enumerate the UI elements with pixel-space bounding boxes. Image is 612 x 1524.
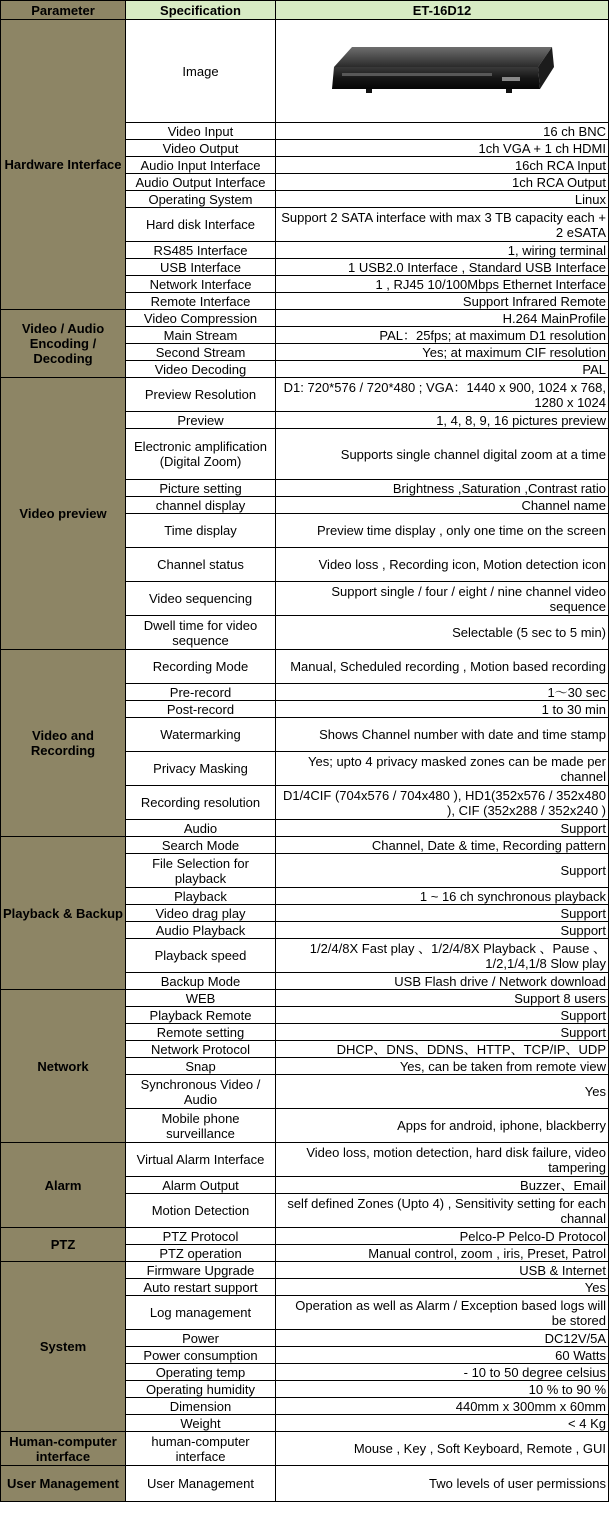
spec-value: < 4 Kg [276, 1415, 609, 1432]
spec-item-label: Remote Interface [126, 293, 276, 310]
spec-value: 1/2/4/8X Fast play 、1/2/4/8X Playback 、Pause 、1/2,1/4,1/8 Slow play [276, 939, 609, 973]
header-model: ET-16D12 [276, 1, 609, 20]
category-user-management: User Management [1, 1466, 126, 1502]
spec-item-label: Audio Input Interface [126, 157, 276, 174]
spec-value: PAL [276, 361, 609, 378]
spec-item-label: WEB [126, 990, 276, 1007]
spec-value: Support [276, 854, 609, 888]
spec-value: Support [276, 820, 609, 837]
spec-row-ptz-protocol [1, 1228, 609, 1245]
spec-item-label: Operating System [126, 191, 276, 208]
spec-item-label: USB Interface [126, 259, 276, 276]
spec-value: PAL：25fps; at maximum D1 resolution [276, 327, 609, 344]
spec-item-label: Video Compression [126, 310, 276, 327]
spec-value: Channel, Date & time, Recording pattern [276, 837, 609, 854]
spec-value: Supports single channel digital zoom at a time [276, 429, 609, 480]
category-video-and-recording: Video and Recording [1, 650, 126, 837]
spec-value: self defined Zones (Upto 4) , Sensitivity setting for each channal [276, 1194, 609, 1228]
spec-value: 10 % to 90 % [276, 1381, 609, 1398]
spec-item-label: channel display [126, 497, 276, 514]
spec-value: Selectable (5 sec to 5 min) [276, 616, 609, 650]
spec-value: USB & Internet [276, 1262, 609, 1279]
header-row [1, 1, 609, 20]
header-parameter: Parameter [1, 1, 126, 20]
spec-value: Support 8 users [276, 990, 609, 1007]
spec-value: Yes, can be taken from remote view [276, 1058, 609, 1075]
spec-row-human-computer-interface [1, 1432, 609, 1466]
category-alarm: Alarm [1, 1143, 126, 1228]
spec-value: USB Flash drive / Network download [276, 973, 609, 990]
spec-value: 1ch VGA + 1 ch HDMI [276, 140, 609, 157]
header-specification: Specification [126, 1, 276, 20]
spec-value: Channel name [276, 497, 609, 514]
spec-item-label: Video Output [126, 140, 276, 157]
spec-item-label: Recording Mode [126, 650, 276, 684]
product-image-cell [276, 20, 609, 123]
spec-item-label: User Management [126, 1466, 276, 1502]
spec-item-label: Synchronous Video / Audio [126, 1075, 276, 1109]
spec-item-label: Picture setting [126, 480, 276, 497]
category-network: Network [1, 990, 126, 1143]
spec-value: 440mm x 300mm x 60mm [276, 1398, 609, 1415]
spec-value: Brightness ,Saturation ,Contrast ratio [276, 480, 609, 497]
spec-value: Support [276, 922, 609, 939]
spec-item-label: Power consumption [126, 1347, 276, 1364]
spec-value: 16 ch BNC [276, 123, 609, 140]
spec-item-label: Channel status [126, 548, 276, 582]
spec-item-label: Watermarking [126, 718, 276, 752]
spec-item-label: Image [126, 20, 276, 123]
spec-item-label: Time display [126, 514, 276, 548]
spec-row-image [1, 20, 609, 123]
spec-item-label: Post-record [126, 701, 276, 718]
spec-item-label: RS485 Interface [126, 242, 276, 259]
spec-value: Support 2 SATA interface with max 3 TB capacity each + 2 eSATA [276, 208, 609, 242]
spec-value: Support [276, 1007, 609, 1024]
spec-item-label: Preview Resolution [126, 378, 276, 412]
spec-value: 1, wiring terminal [276, 242, 609, 259]
spec-item-label: Network Protocol [126, 1041, 276, 1058]
spec-row-preview-resolution [1, 378, 609, 412]
spec-item-label: Electronic amplification (Digital Zoom) [126, 429, 276, 480]
spec-value: 1 ~ 16 ch synchronous playback [276, 888, 609, 905]
spec-value: Video loss, motion detection, hard disk failure, video tampering [276, 1143, 609, 1177]
spec-value: 1 , RJ45 10/100Mbps Ethernet Interface [276, 276, 609, 293]
spec-item-label: Dwell time for video sequence [126, 616, 276, 650]
spec-value: Support Infrared Remote [276, 293, 609, 310]
spec-item-label: Playback Remote [126, 1007, 276, 1024]
spec-value: Video loss , Recording icon, Motion detection icon [276, 548, 609, 582]
category-video-audio-encoding-decoding: Video / Audio Encoding / Decoding [1, 310, 126, 378]
spec-item-label: Mobile phone surveillance [126, 1109, 276, 1143]
spec-item-label: Motion Detection [126, 1194, 276, 1228]
category-system: System [1, 1262, 126, 1432]
spec-item-label: File Selection for playback [126, 854, 276, 888]
spec-item-label: Snap [126, 1058, 276, 1075]
spec-item-label: Second Stream [126, 344, 276, 361]
category-human-computer-interface: Human-computer interface [1, 1432, 126, 1466]
spec-value: Preview time display , only one time on the screen [276, 514, 609, 548]
spec-item-label: Video Input [126, 123, 276, 140]
spec-item-label: Audio Playback [126, 922, 276, 939]
spec-row-user-management [1, 1466, 609, 1502]
spec-value: DHCP、DNS、DDNS、HTTP、TCP/IP、UDP [276, 1041, 609, 1058]
spec-item-label: Operating temp [126, 1364, 276, 1381]
spec-row-video-compression [1, 310, 609, 327]
spec-item-label: Main Stream [126, 327, 276, 344]
spec-value: DC12V/5A [276, 1330, 609, 1347]
spec-item-label: Playback [126, 888, 276, 905]
spec-item-label: Log management [126, 1296, 276, 1330]
spec-item-label: Firmware Upgrade [126, 1262, 276, 1279]
spec-value: Mouse , Key , Soft Keyboard, Remote , GUI [276, 1432, 609, 1466]
spec-value: Buzzer、Email [276, 1177, 609, 1194]
spec-item-label: Network Interface [126, 276, 276, 293]
spec-item-label: Remote setting [126, 1024, 276, 1041]
spec-value: D1/4CIF (704x576 / 704x480 ), HD1(352x576 / 352x480 ), CIF (352x288 / 352x240 ) [276, 786, 609, 820]
spec-item-label: Video sequencing [126, 582, 276, 616]
spec-value: Yes; upto 4 privacy masked zones can be made per channel [276, 752, 609, 786]
spec-row-search-mode [1, 837, 609, 854]
spec-item-label: Video Decoding [126, 361, 276, 378]
product-image [278, 21, 606, 121]
spec-item-label: Audio Output Interface [126, 174, 276, 191]
spec-value: Shows Channel number with date and time stamp [276, 718, 609, 752]
spec-value: 1ch RCA Output [276, 174, 609, 191]
spec-item-label: PTZ operation [126, 1245, 276, 1262]
spec-item-label: Playback speed [126, 939, 276, 973]
spec-value: Manual control, zoom , iris, Preset, Patrol [276, 1245, 609, 1262]
spec-value: Apps for android, iphone, blackberry [276, 1109, 609, 1143]
category-ptz: PTZ [1, 1228, 126, 1262]
spec-value: 1 to 30 min [276, 701, 609, 718]
spec-item-label: Auto restart support [126, 1279, 276, 1296]
spec-value: Support [276, 1024, 609, 1041]
spec-value: Support [276, 905, 609, 922]
spec-item-label: Backup Mode [126, 973, 276, 990]
spec-item-label: Search Mode [126, 837, 276, 854]
spec-item-label: Power [126, 1330, 276, 1347]
spec-value: Operation as well as Alarm / Exception based logs will be stored [276, 1296, 609, 1330]
spec-item-label: Preview [126, 412, 276, 429]
spec-item-label: Video drag play [126, 905, 276, 922]
dvr-device-icon [326, 41, 558, 101]
spec-item-label: Privacy Masking [126, 752, 276, 786]
spec-value: Pelco-P Pelco-D Protocol [276, 1228, 609, 1245]
spec-item-label: human-computer interface [126, 1432, 276, 1466]
spec-value: 60 Watts [276, 1347, 609, 1364]
category-video-preview: Video preview [1, 378, 126, 650]
spec-row-web [1, 990, 609, 1007]
spec-row-virtual-alarm-interface [1, 1143, 609, 1177]
spec-value: Yes [276, 1279, 609, 1296]
spec-item-label: Virtual Alarm Interface [126, 1143, 276, 1177]
spec-item-label: PTZ Protocol [126, 1228, 276, 1245]
spec-value: Support single / four / eight / nine channel video sequence [276, 582, 609, 616]
spec-value: 1 USB2.0 Interface , Standard USB Interface [276, 259, 609, 276]
spec-item-label: Operating humidity [126, 1381, 276, 1398]
spec-value: Yes; at maximum CIF resolution [276, 344, 609, 361]
category-playback-backup: Playback & Backup [1, 837, 126, 990]
spec-value: D1: 720*576 / 720*480 ; VGA：1440 x 900, 1024 x 768, 1280 x 1024 [276, 378, 609, 412]
spec-value: - 10 to 50 degree celsius [276, 1364, 609, 1381]
spec-item-label: Pre-record [126, 684, 276, 701]
spec-value: 1, 4, 8, 9, 16 pictures preview [276, 412, 609, 429]
spec-value: H.264 MainProfile [276, 310, 609, 327]
spec-item-label: Dimension [126, 1398, 276, 1415]
spec-item-label: Weight [126, 1415, 276, 1432]
spec-item-label: Alarm Output [126, 1177, 276, 1194]
spec-row-recording-mode [1, 650, 609, 684]
category-hardware-interface: Hardware Interface [1, 20, 126, 310]
spec-item-label: Hard disk Interface [126, 208, 276, 242]
spec-body [1, 20, 609, 1502]
spec-item-label: Audio [126, 820, 276, 837]
spec-item-label: Recording resolution [126, 786, 276, 820]
spec-row-firmware-upgrade [1, 1262, 609, 1279]
spec-value: Two levels of user permissions [276, 1466, 609, 1502]
spec-value: Yes [276, 1075, 609, 1109]
spec-value: Manual, Scheduled recording , Motion based recording [276, 650, 609, 684]
spec-value: 1～30 sec [276, 684, 609, 701]
spec-value: Linux [276, 191, 609, 208]
spec-value: 16ch RCA Input [276, 157, 609, 174]
